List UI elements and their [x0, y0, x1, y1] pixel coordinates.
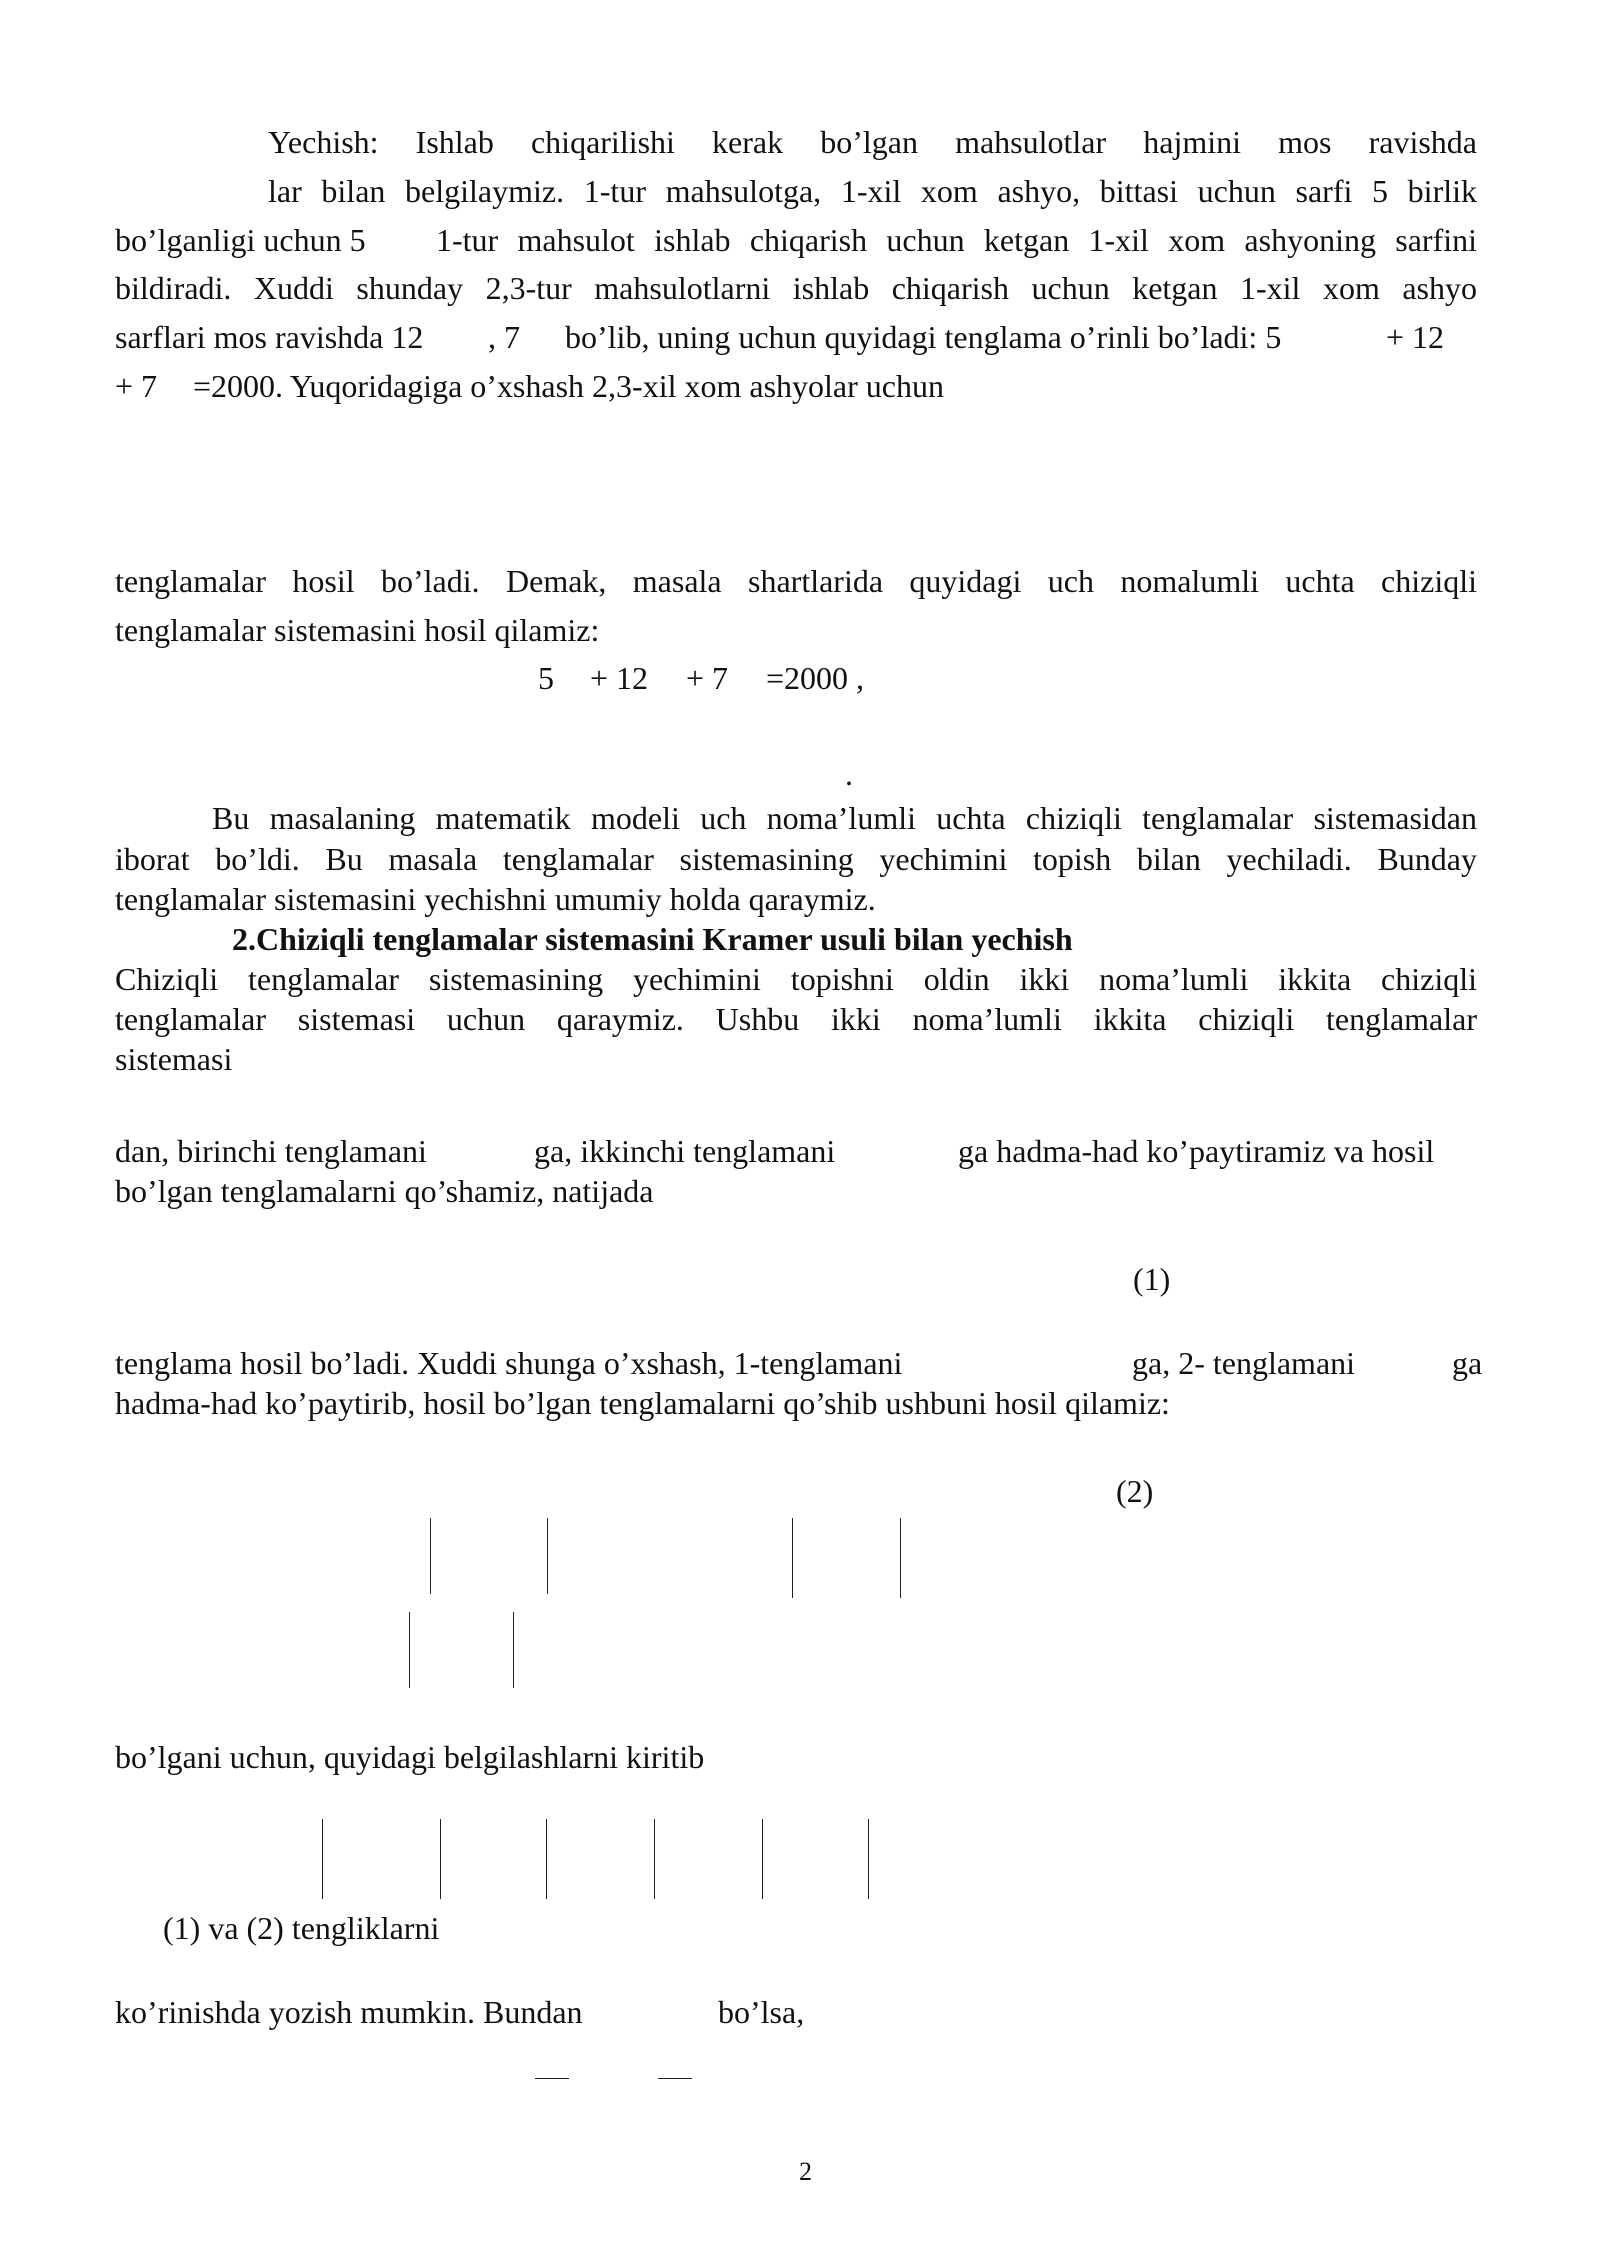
text-line: lar bilan belgilaymiz. 1-tur mahsulotga, 1-xil xom ashyo, bittasi uchun sarfi 5 birlik — [268, 173, 1477, 209]
text-fragment: =2000. Yuqoridagiga o’xshash 2,3-xil xom ashyolar uchun — [193, 368, 944, 404]
determinant-bar — [868, 1819, 869, 1899]
text-fragment: ga hadma-had ko’paytiramiz va hosil — [958, 1133, 1435, 1169]
equation-label-2: (2) — [1116, 1473, 1154, 1509]
determinant-bar — [430, 1518, 431, 1594]
determinant-bar — [322, 1819, 323, 1899]
equation-term: + 7 — [686, 660, 729, 696]
text-line: bo’lgan tenglamalarni qo’shamiz, natijada — [115, 1173, 654, 1209]
text-line: tenglamalar sistemasini yechishni umumiy holda qaraymiz. — [115, 881, 876, 917]
text-line: tenglamalar sistemasini hosil qilamiz: — [115, 612, 600, 648]
text-line: Yechish: Ishlab chiqarilishi kerak bo’lgan mahsulotlar hajmini mos ravishda — [268, 124, 1477, 160]
text-line: hadma-had ko’paytirib, hosil bo’lgan tenglamalarni qo’shib ushbuni hosil qilamiz: — [115, 1385, 1170, 1421]
page-number: 2 — [799, 2157, 812, 2186]
determinant-bar — [792, 1518, 793, 1598]
determinant-bar — [546, 1819, 547, 1899]
text-line: tenglamalar sistemasi uchun qaraymiz. Ushbu ikki noma’lumli ikkita chiziqli tenglamalar — [115, 1001, 1477, 1037]
text-fragment: bo’lganligi uchun 5 — [115, 222, 366, 258]
text-line: Chiziqli tenglamalar sistemasining yechimini topishni oldin ikki noma’lumli ikkita chiziqli — [115, 961, 1477, 997]
determinant-bar — [900, 1518, 901, 1598]
text-fragment: ga — [1452, 1345, 1483, 1381]
determinant-bar — [547, 1518, 548, 1594]
text-fragment: dan, birinchi tenglamani — [115, 1133, 427, 1169]
determinant-bar — [409, 1612, 410, 1688]
text-line: iborat bo’ldi. Bu masala tenglamalar sistemasining yechimini topish bilan yechiladi. Bunday — [115, 841, 1477, 877]
text-fragment: ga, ikkinchi tenglamani — [534, 1133, 836, 1169]
fraction-bar — [535, 2078, 569, 2079]
text-line: sistemasi — [115, 1041, 233, 1077]
determinant-bar — [654, 1819, 655, 1899]
equation-term: + 12 — [590, 660, 649, 696]
text-fragment: bo’lsa, — [718, 1994, 805, 2030]
text-fragment: 1-tur mahsulot ishlab chiqarish uchun ketgan 1-xil xom ashyoning sarfini — [436, 222, 1477, 258]
text-line: bo’lgani uchun, quyidagi belgilashlarni kiritib — [115, 1739, 705, 1775]
text-line: bildiradi. Xuddi shunday 2,3-tur mahsulotlarni ishlab chiqarish uchun ketgan 1-xil xom ashyo — [115, 270, 1477, 306]
determinant-bar — [762, 1819, 763, 1899]
equation-label-1: (1) — [1133, 1261, 1171, 1297]
text-fragment: ko’rinishda yozish mumkin. Bundan — [115, 1994, 583, 2030]
fraction-bar — [658, 2078, 692, 2079]
text-fragment: , 7 — [488, 319, 520, 355]
equation-dot: . — [845, 756, 853, 792]
text-fragment: tenglama hosil bo’ladi. Xuddi shunga o’xshash, 1-tenglamani — [115, 1345, 903, 1381]
section-heading: 2.Chiziqli tenglamalar sistemasini Kramer usuli bilan yechish — [232, 921, 1073, 957]
text-line: Bu masalaning matematik modeli uch noma’lumli uchta chiziqli tenglamalar sistemasidan — [212, 800, 1477, 836]
text-fragment: + 12 — [1386, 319, 1445, 355]
determinant-bar — [440, 1819, 441, 1899]
text-fragment: bo’lib, uning uchun quyidagi tenglama o’rinli bo’ladi: 5 — [565, 319, 1282, 355]
equation-term: =2000 , — [766, 660, 865, 696]
equation-term: 5 — [538, 660, 554, 696]
text-fragment: ga, 2- tenglamani — [1132, 1345, 1356, 1381]
text-fragment: sarflari mos ravishda 12 — [115, 319, 424, 355]
determinant-bar — [513, 1612, 514, 1688]
text-line: (1) va (2) tengliklarni — [163, 1910, 440, 1946]
text-fragment: + 7 — [115, 368, 158, 404]
text-line: tenglamalar hosil bo’ladi. Demak, masala shartlarida quyidagi uch nomalumli uchta chiziqli — [115, 563, 1477, 599]
